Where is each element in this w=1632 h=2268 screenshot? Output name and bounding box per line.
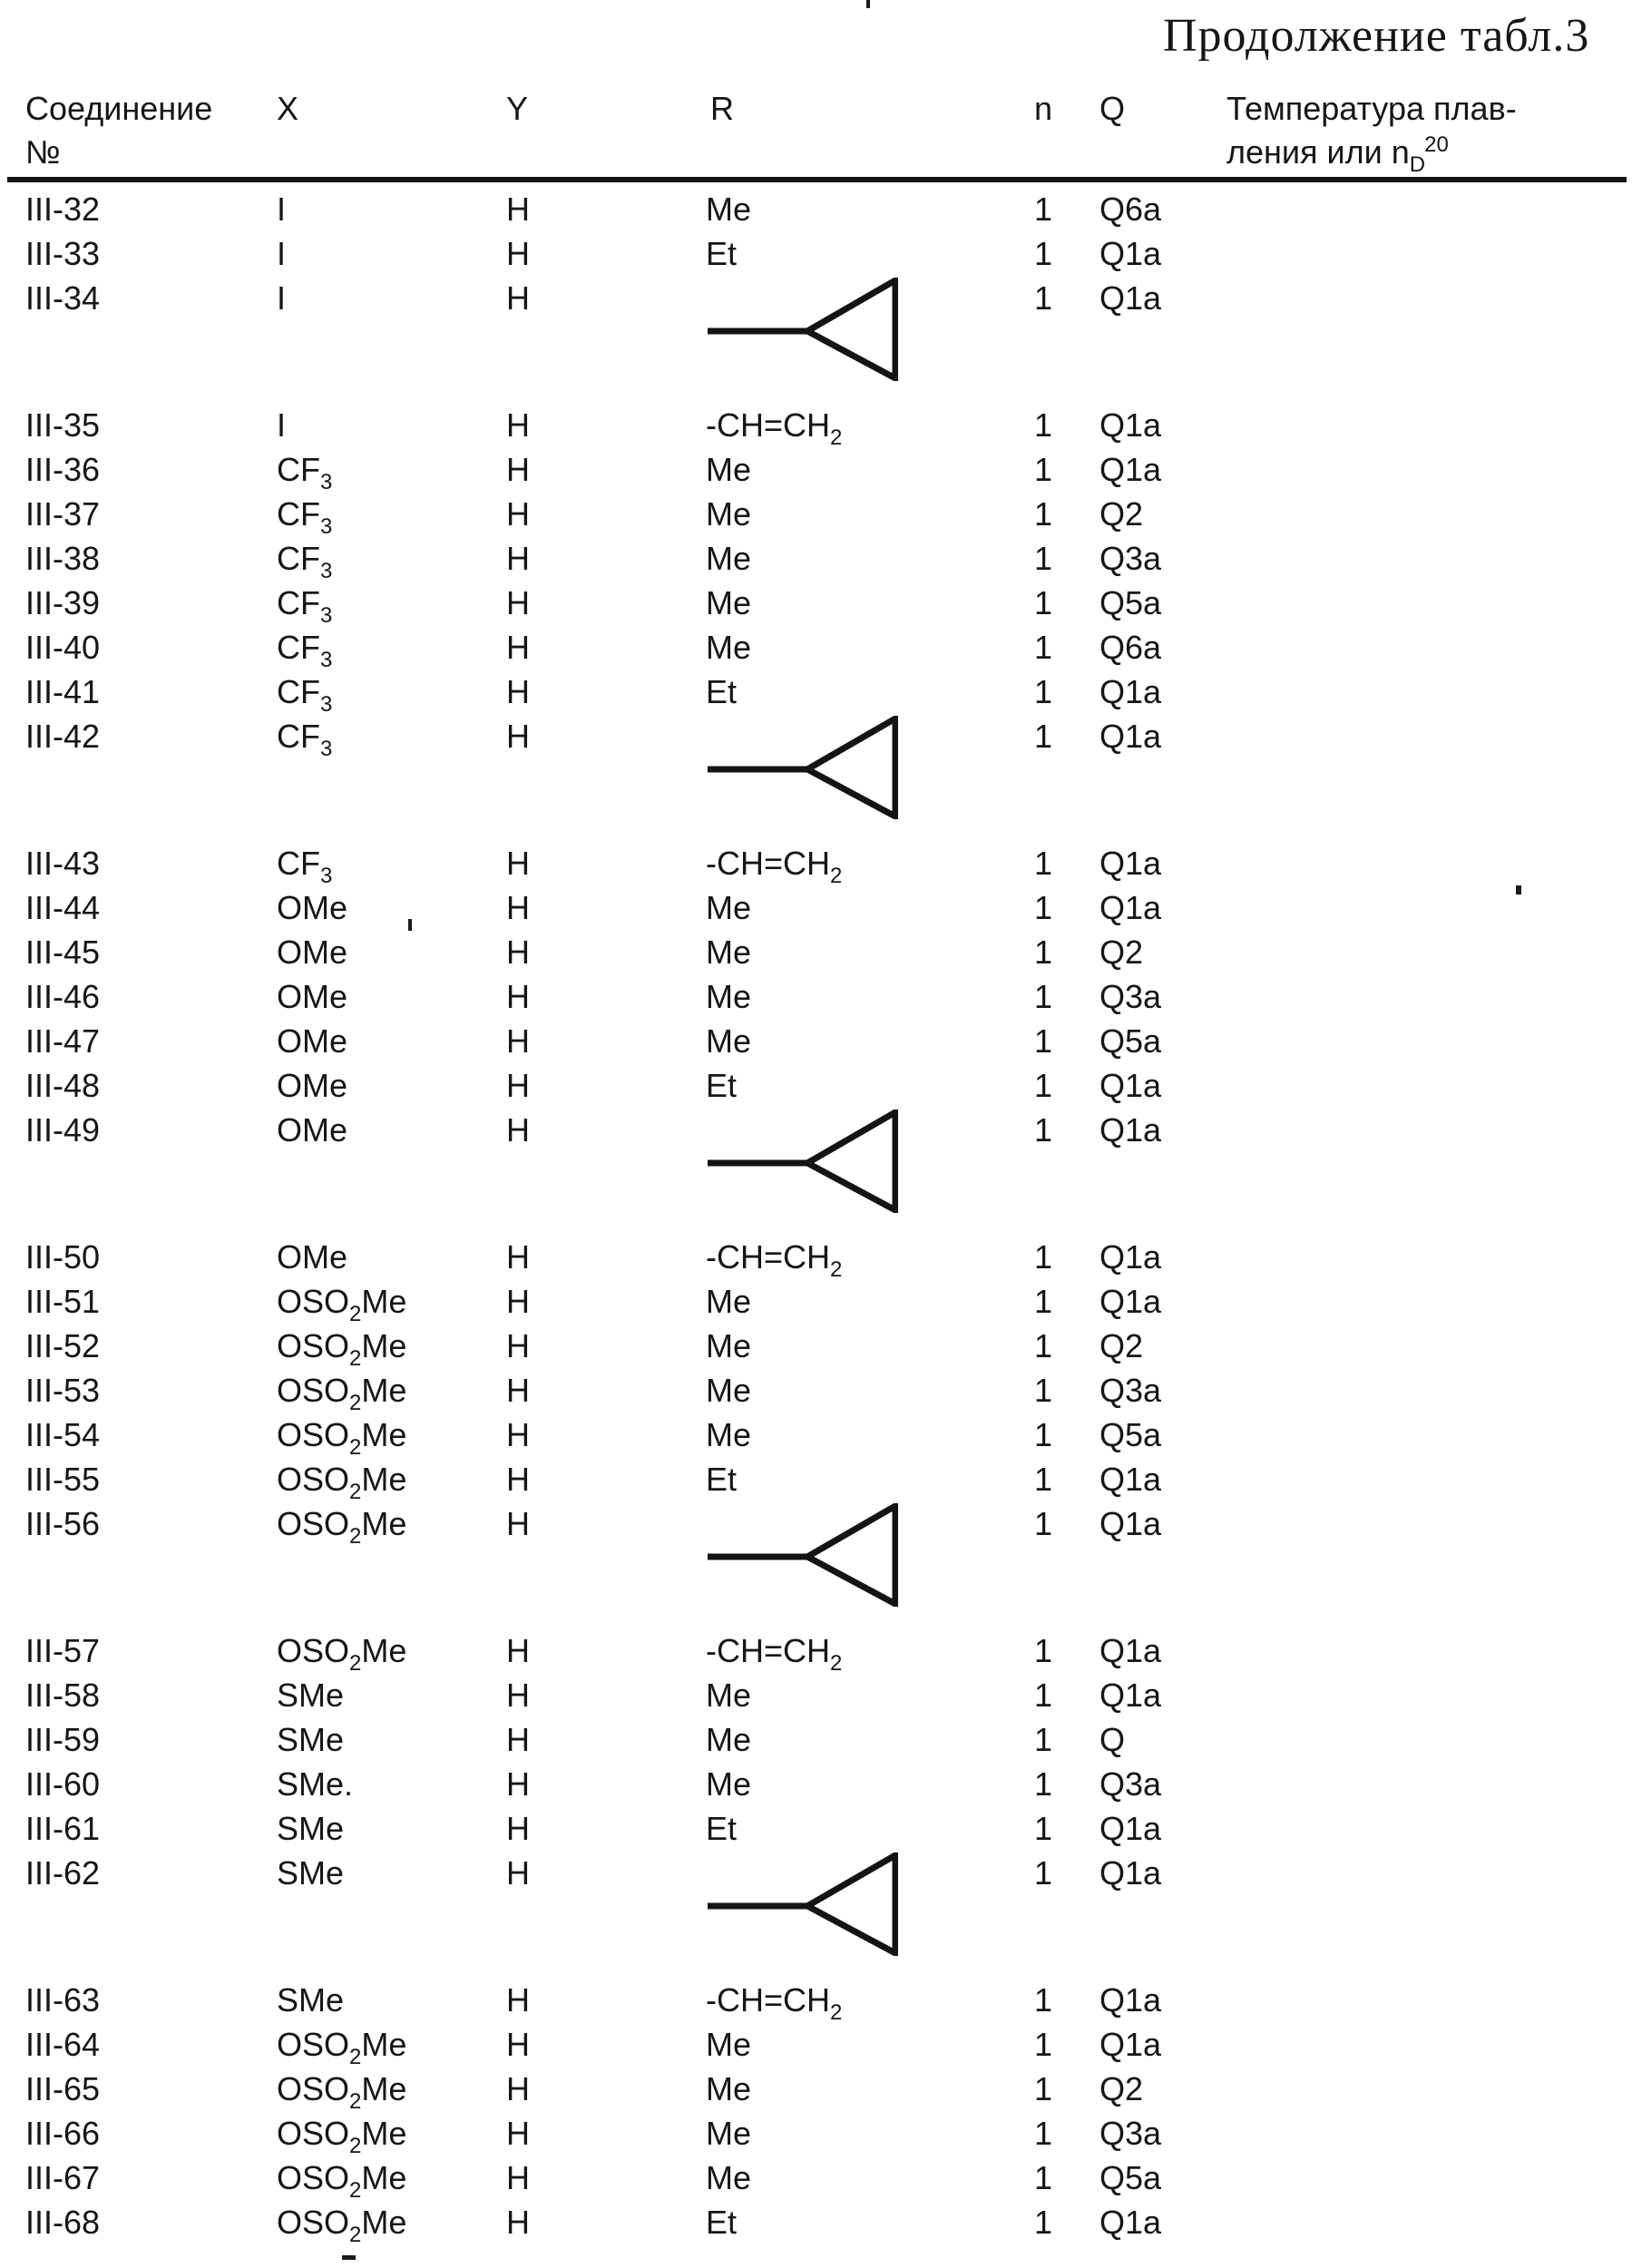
cell-x: OMe — [277, 978, 348, 1015]
cell-n: 1 — [1034, 845, 1053, 882]
cell-x: $OSO_2Me$ — [277, 2115, 407, 2158]
cell-q: Q1a — [1099, 2204, 1162, 2241]
cell-r: Me — [706, 1677, 752, 1714]
cell-r: Et — [706, 2204, 738, 2241]
header-rule — [7, 177, 1627, 182]
cell-r: $-CH=CH_2$ — [706, 1981, 843, 2025]
cell-n: 1 — [1034, 1981, 1053, 2019]
cell-n: 1 — [1034, 406, 1053, 444]
cell-y: H — [506, 1327, 530, 1364]
cell-q: Q2 — [1099, 2070, 1144, 2107]
cell-y: H — [506, 1677, 530, 1714]
cell-n: 1 — [1034, 584, 1053, 621]
table-row — [0, 581, 1632, 628]
table-row — [0, 1978, 1632, 2025]
cell-y: H — [506, 584, 530, 621]
cell-q: Q1a — [1099, 845, 1162, 882]
cell-no: III-67 — [25, 2159, 101, 2196]
cell-no: III-60 — [25, 1765, 101, 1803]
cell-x: $OSO_2Me$ — [277, 1283, 407, 1326]
cell-x: $OSO_2Me$ — [277, 2070, 407, 2114]
cell-n: 1 — [1034, 1854, 1053, 1892]
cell-no: III-57 — [25, 1632, 101, 1669]
table-row — [0, 1806, 1632, 1851]
cell-y: H — [506, 978, 530, 1015]
cell-n: 1 — [1034, 1327, 1053, 1364]
cell-y: H — [506, 540, 530, 577]
cell-y: H — [506, 1632, 530, 1669]
table-row — [0, 1501, 1632, 1628]
cyclopropyl-icon — [706, 1110, 898, 1213]
cell-no: III-39 — [25, 584, 101, 621]
cell-no: III-40 — [25, 629, 101, 666]
cell-no: III-35 — [25, 406, 101, 444]
cell-r: Me — [706, 2070, 752, 2107]
cell-q: Q1a — [1099, 279, 1162, 317]
cell-no: III-45 — [25, 934, 101, 971]
cell-n: 1 — [1034, 495, 1053, 533]
table-row — [0, 1063, 1632, 1108]
cell-x: OMe — [277, 1022, 348, 1060]
column-header-temperature-line2: ления или $n_D^{20}$ — [1226, 132, 1449, 177]
cell-no: III-66 — [25, 2115, 101, 2152]
cell-q: Q2 — [1099, 495, 1144, 533]
cell-r: Me — [706, 934, 752, 971]
cell-n: 1 — [1034, 2070, 1053, 2107]
column-header-x: X — [277, 90, 299, 127]
cell-n: 1 — [1034, 279, 1053, 317]
cell-q: Q3a — [1099, 540, 1162, 577]
cell-n: 1 — [1034, 1765, 1053, 1803]
cell-no: III-47 — [25, 1022, 101, 1060]
ink-speck — [342, 2255, 356, 2260]
cell-x: $CF_3$ — [277, 584, 333, 628]
cell-no: III-68 — [25, 2204, 101, 2241]
cell-r: Me — [706, 1283, 752, 1320]
cell-y: H — [506, 191, 530, 228]
cell-q: Q1a — [1099, 235, 1162, 272]
ink-speck — [1516, 885, 1521, 894]
cell-r: $-CH=CH_2$ — [706, 845, 843, 888]
cell-r: Me — [706, 2159, 752, 2196]
cell-y: H — [506, 495, 530, 533]
cyclopropyl-icon — [706, 1853, 898, 1956]
cell-y: H — [506, 673, 530, 710]
cell-q: Q1a — [1099, 1632, 1162, 1669]
cell-x: I — [277, 235, 287, 272]
table-row — [0, 1762, 1632, 1806]
table-row — [0, 885, 1632, 930]
cell-r: Me — [706, 584, 752, 621]
cell-q: Q3a — [1099, 1765, 1162, 1803]
column-header-temperature: Температура плав- — [1226, 90, 1517, 127]
cyclopropyl-icon — [706, 716, 898, 819]
cell-y: H — [506, 1372, 530, 1409]
column-header-y: Y — [506, 90, 529, 127]
table-row — [0, 1324, 1632, 1371]
cell-r: Me — [706, 495, 752, 533]
column-header-q: Q — [1099, 90, 1126, 127]
table-row — [0, 492, 1632, 539]
cell-q: Q2 — [1099, 1327, 1144, 1364]
ink-speck — [408, 919, 412, 931]
cell-no: III-44 — [25, 889, 101, 926]
table-body — [0, 187, 1632, 2247]
cell-q: Q3a — [1099, 1372, 1162, 1409]
cell-y: H — [506, 1111, 530, 1149]
cell-x: $CF_3$ — [277, 495, 333, 539]
column-header-n: n — [1034, 90, 1053, 127]
cell-y: H — [506, 2159, 530, 2196]
cell-x: $OSO_2Me$ — [277, 1632, 407, 1676]
table-row — [0, 187, 1632, 231]
table-row — [0, 930, 1632, 974]
cell-x: OMe — [277, 1067, 348, 1104]
table-row — [0, 974, 1632, 1019]
cell-r: Et — [706, 235, 738, 272]
table-row — [0, 1628, 1632, 1676]
table-row — [0, 2200, 1632, 2247]
cell-q: Q1a — [1099, 1505, 1162, 1542]
cell-n: 1 — [1034, 629, 1053, 666]
cell-x: $OSO_2Me$ — [277, 2159, 407, 2203]
cell-r: Et — [706, 1810, 738, 1847]
table-row — [0, 1235, 1632, 1282]
cell-q: Q1a — [1099, 673, 1162, 710]
cell-no: III-59 — [25, 1721, 101, 1758]
cell-q: Q6a — [1099, 191, 1162, 228]
cell-r: Me — [706, 2026, 752, 2063]
cell-q: Q1a — [1099, 718, 1162, 755]
cell-y: H — [506, 1810, 530, 1847]
cell-x: I — [277, 406, 287, 444]
cell-y: H — [506, 406, 530, 444]
cell-y: H — [506, 2204, 530, 2241]
cell-x: SMe. — [277, 1765, 354, 1803]
cell-no: III-62 — [25, 1854, 101, 1892]
cell-n: 1 — [1034, 1461, 1053, 1498]
table-row — [0, 714, 1632, 841]
cell-r: Me — [706, 451, 752, 488]
cell-r: $-CH=CH_2$ — [706, 1238, 843, 1282]
table-row — [0, 1279, 1632, 1324]
cell-q: Q1a — [1099, 1677, 1162, 1714]
cell-n: 1 — [1034, 1111, 1053, 1149]
page-title: Продолжение табл.3 — [1163, 10, 1590, 62]
cell-n: 1 — [1034, 1677, 1053, 1714]
cell-no: III-49 — [25, 1111, 101, 1149]
cell-q: Q1a — [1099, 1111, 1162, 1149]
cell-n: 1 — [1034, 1372, 1053, 1409]
cell-n: 1 — [1034, 2115, 1053, 2152]
cell-y: H — [506, 1416, 530, 1453]
cell-x: $CF_3$ — [277, 673, 333, 717]
cell-q: Q2 — [1099, 934, 1144, 971]
cell-n: 1 — [1034, 1810, 1053, 1847]
cell-n: 1 — [1034, 2026, 1053, 2063]
cell-q: Q5a — [1099, 1022, 1162, 1060]
cell-y: H — [506, 934, 530, 971]
cell-n: 1 — [1034, 1238, 1053, 1276]
table-row — [0, 1019, 1632, 1063]
cell-n: 1 — [1034, 191, 1053, 228]
table-row — [0, 625, 1632, 670]
cell-no: III-56 — [25, 1505, 101, 1542]
cell-y: H — [506, 1765, 530, 1803]
cell-x: $OSO_2Me$ — [277, 1327, 407, 1371]
cell-y: H — [506, 1505, 530, 1542]
cell-x: $OSO_2Me$ — [277, 2204, 407, 2247]
cell-q: Q5a — [1099, 584, 1162, 621]
cell-q: Q1a — [1099, 1810, 1162, 1847]
cell-n: 1 — [1034, 1022, 1053, 1060]
cell-x: $CF_3$ — [277, 540, 333, 583]
cell-y: H — [506, 1721, 530, 1758]
cell-y: H — [506, 629, 530, 666]
cell-x: $CF_3$ — [277, 629, 333, 672]
cell-y: H — [506, 718, 530, 755]
cell-no: III-55 — [25, 1461, 101, 1498]
cyclopropyl-icon — [706, 278, 898, 381]
cell-y: H — [506, 889, 530, 926]
table-row — [0, 1457, 1632, 1504]
table-row — [0, 403, 1632, 450]
cell-y: H — [506, 451, 530, 488]
cell-no: III-42 — [25, 718, 101, 755]
cell-n: 1 — [1034, 673, 1053, 710]
cell-q: Q3a — [1099, 2115, 1162, 2152]
cell-r: Et — [706, 673, 738, 710]
table-row — [0, 1851, 1632, 1978]
cell-no: III-53 — [25, 1372, 101, 1409]
cell-r: Et — [706, 1461, 738, 1498]
cell-x: $OSO_2Me$ — [277, 1505, 407, 1549]
table-row — [0, 841, 1632, 888]
cell-r: Me — [706, 1721, 752, 1758]
cell-r: Me — [706, 978, 752, 1015]
cell-r: Me — [706, 1327, 752, 1364]
cell-q: Q1a — [1099, 1461, 1162, 1498]
cell-q: Q1a — [1099, 451, 1162, 488]
cell-no: III-61 — [25, 1810, 101, 1847]
cell-x: $CF_3$ — [277, 718, 333, 761]
cell-q: Q — [1099, 1721, 1126, 1758]
cell-x: OMe — [277, 1111, 348, 1149]
cell-no: III-50 — [25, 1238, 101, 1276]
cell-x: OMe — [277, 934, 348, 971]
cell-x: $OSO_2Me$ — [277, 2026, 407, 2069]
table-row — [0, 231, 1632, 276]
cell-q: Q1a — [1099, 1981, 1162, 2019]
cell-r: Et — [706, 1067, 738, 1104]
cell-q: Q6a — [1099, 629, 1162, 666]
cell-r: Me — [706, 889, 752, 926]
table-row — [0, 670, 1632, 717]
cell-n: 1 — [1034, 1416, 1053, 1453]
cell-r: Me — [706, 1372, 752, 1409]
cell-x: OMe — [277, 889, 348, 926]
cell-n: 1 — [1034, 889, 1053, 926]
cell-y: H — [506, 1022, 530, 1060]
cell-n: 1 — [1034, 1632, 1053, 1669]
cell-x: SMe — [277, 1677, 345, 1714]
cell-q: Q5a — [1099, 2159, 1162, 2196]
cell-no: III-43 — [25, 845, 101, 882]
ink-speck — [866, 0, 870, 8]
cell-x: SMe — [277, 1721, 345, 1758]
cell-n: 1 — [1034, 1721, 1053, 1758]
cell-no: III-63 — [25, 1981, 101, 2019]
cell-q: Q1a — [1099, 2026, 1162, 2063]
cell-no: III-34 — [25, 279, 101, 317]
table-row — [0, 2067, 1632, 2114]
table-row — [0, 1673, 1632, 1717]
cell-y: H — [506, 845, 530, 882]
cell-y: H — [506, 279, 530, 317]
cell-q: Q1a — [1099, 1283, 1162, 1320]
cell-r: $-CH=CH_2$ — [706, 406, 843, 450]
cell-n: 1 — [1034, 718, 1053, 755]
cell-no: III-65 — [25, 2070, 101, 2107]
cell-n: 1 — [1034, 2159, 1053, 2196]
table-row — [0, 1108, 1632, 1235]
table-row — [0, 1368, 1632, 1413]
table-row — [0, 2111, 1632, 2156]
cell-no: III-52 — [25, 1327, 101, 1364]
cell-y: H — [506, 1854, 530, 1892]
cell-x: $OSO_2Me$ — [277, 1372, 407, 1415]
cell-x: SMe — [277, 1981, 345, 2019]
cell-y: H — [506, 1283, 530, 1320]
cell-r: Me — [706, 191, 752, 228]
cell-no: III-51 — [25, 1283, 101, 1320]
column-header-compound-no: Соединение — [25, 90, 213, 127]
cell-no: III-41 — [25, 673, 101, 710]
cell-no: III-36 — [25, 451, 101, 488]
cell-r: Me — [706, 1765, 752, 1803]
cell-q: Q5a — [1099, 1416, 1162, 1453]
cell-x: $CF_3$ — [277, 845, 333, 888]
table-row — [0, 447, 1632, 492]
cell-q: Q1a — [1099, 1854, 1162, 1892]
cell-x: SMe — [277, 1810, 345, 1847]
column-header-compound-no-line2: № — [25, 133, 61, 171]
cell-y: H — [506, 235, 530, 272]
cell-r: Me — [706, 629, 752, 666]
cell-r: $-CH=CH_2$ — [706, 1632, 843, 1676]
table-row — [0, 536, 1632, 581]
cell-q: Q1a — [1099, 889, 1162, 926]
cell-q: Q1a — [1099, 1238, 1162, 1276]
column-header-r: R — [710, 90, 734, 127]
cell-n: 1 — [1034, 1067, 1053, 1104]
cell-y: H — [506, 1461, 530, 1498]
cell-no: III-38 — [25, 540, 101, 577]
cell-q: Q3a — [1099, 978, 1162, 1015]
table-row — [0, 2156, 1632, 2203]
cell-n: 1 — [1034, 978, 1053, 1015]
cell-no: III-37 — [25, 495, 101, 533]
cell-r: Me — [706, 1416, 752, 1453]
cell-y: H — [506, 2115, 530, 2152]
cell-y: H — [506, 1067, 530, 1104]
cell-no: III-48 — [25, 1067, 101, 1104]
cell-r: Me — [706, 1022, 752, 1060]
table-row — [0, 1413, 1632, 1460]
table-row — [0, 276, 1632, 403]
cell-y: H — [506, 1238, 530, 1276]
cell-n: 1 — [1034, 451, 1053, 488]
cell-q: Q1a — [1099, 1067, 1162, 1104]
cell-y: H — [506, 1981, 530, 2019]
cell-x: I — [277, 279, 287, 317]
cell-no: III-46 — [25, 978, 101, 1015]
cell-no: III-54 — [25, 1416, 101, 1453]
table-row — [0, 2022, 1632, 2067]
cell-x: $OSO_2Me$ — [277, 1461, 407, 1504]
cell-y: H — [506, 2026, 530, 2063]
cell-x: I — [277, 191, 287, 228]
cell-n: 1 — [1034, 235, 1053, 272]
table-row — [0, 1717, 1632, 1762]
cell-n: 1 — [1034, 934, 1053, 971]
cell-r: Me — [706, 540, 752, 577]
cell-x: SMe — [277, 1854, 345, 1892]
cell-x: OMe — [277, 1238, 348, 1276]
cell-no: III-33 — [25, 235, 101, 272]
cell-n: 1 — [1034, 1283, 1053, 1320]
cell-x: $OSO_2Me$ — [277, 1416, 407, 1460]
cell-no: III-32 — [25, 191, 101, 228]
cell-q: Q1a — [1099, 406, 1162, 444]
cyclopropyl-icon — [706, 1503, 898, 1607]
cell-n: 1 — [1034, 1505, 1053, 1542]
cell-y: H — [506, 2070, 530, 2107]
cell-no: III-64 — [25, 2026, 101, 2063]
cell-n: 1 — [1034, 540, 1053, 577]
cell-x: $CF_3$ — [277, 451, 333, 494]
cell-no: III-58 — [25, 1677, 101, 1714]
cell-r: Me — [706, 2115, 752, 2152]
cell-n: 1 — [1034, 2204, 1053, 2241]
